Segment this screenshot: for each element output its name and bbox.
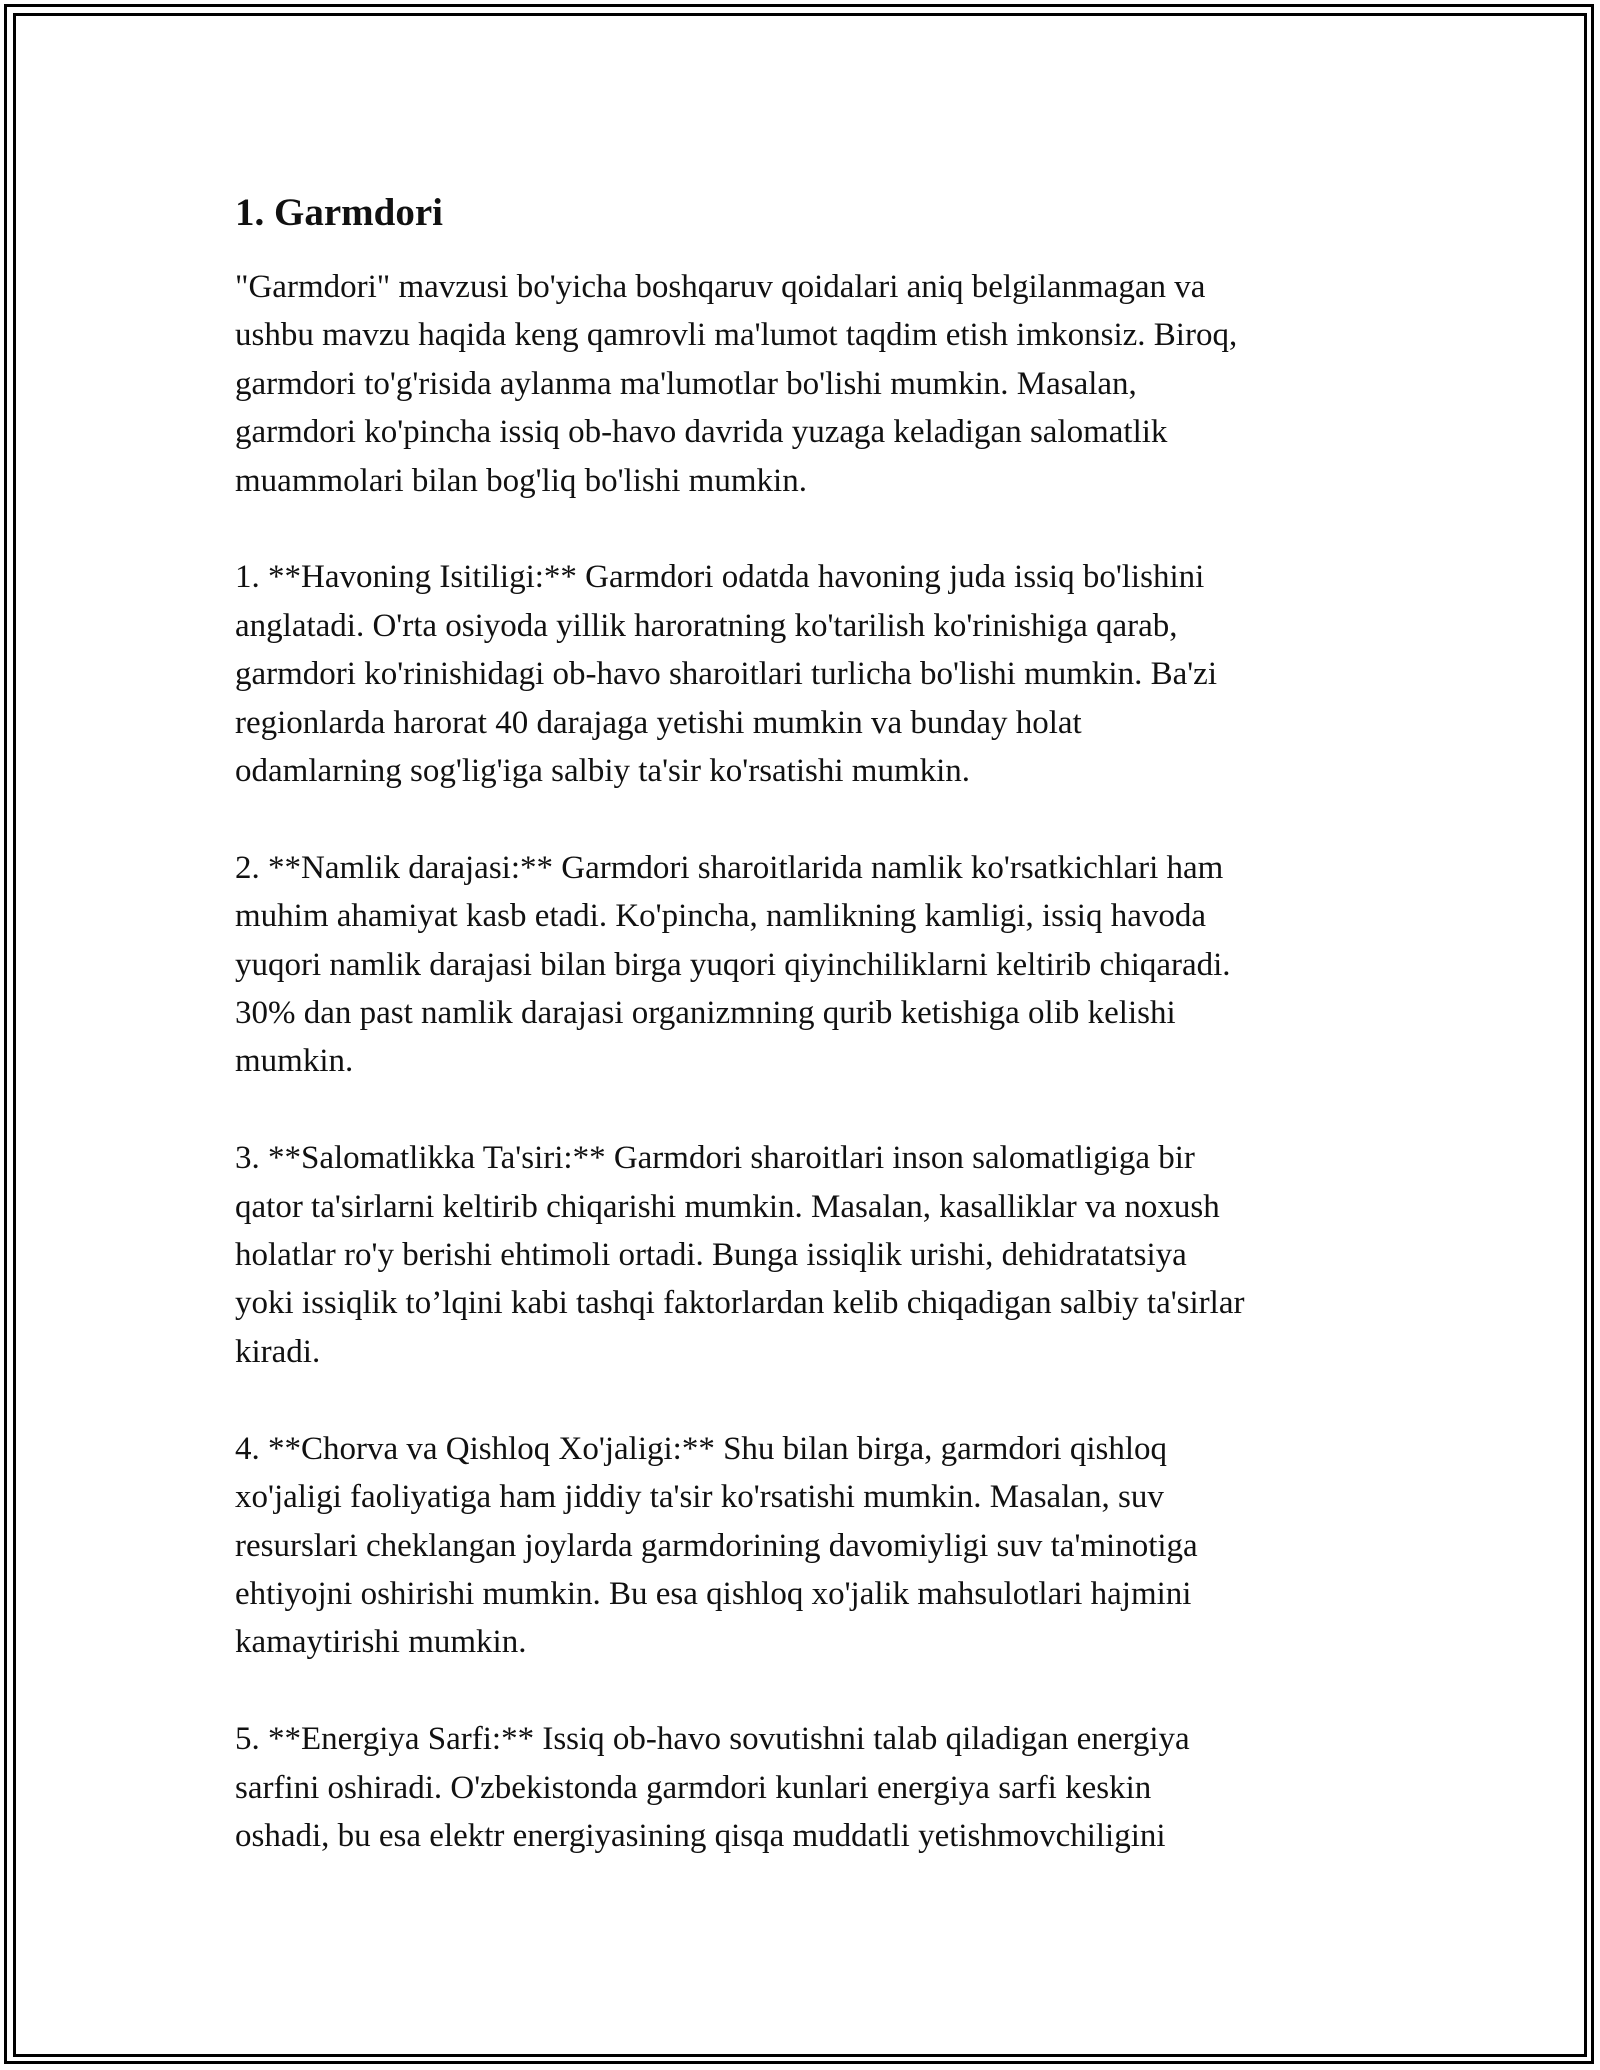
text-line: qator ta'sirlarni keltirib chiqarishi mumkin. Masalan, kasalliklar va noxush [235,1188,1220,1225]
text-line: xo'jaligi faoliyatiga ham jiddiy ta'sir ko'rsatishi mumkin. Masalan, suv [235,1479,1164,1516]
text-line: holatlar ro'y berishi ehtimoli ortadi. Bunga issiqlik urishi, dehidratatsiya [235,1237,1187,1274]
text-line: 2. **Namlik darajasi:** Garmdori sharoitlarida namlik ko'rsatkichlari ham [235,849,1224,886]
text-line: 1. **Havoning Isitiligi:** Garmdori odatda havoning juda issiq bo'lishini [235,559,1205,596]
text-line: garmdori ko'pincha issiq ob-havo davrida yuzaga keladigan salomatlik [235,414,1168,451]
text-line: 4. **Chorva va Qishloq Xo'jaligi:** Shu bilan birga, garmdori qishloq [235,1430,1168,1467]
list-item-paragraph [235,1425,1385,1667]
text-line: 30% dan past namlik darajasi organizmning qurib ketishiga olib kelishi [235,995,1176,1032]
text-line: sarfini oshiradi. O'zbekistonda garmdori kunlari energiya sarfi keskin [235,1769,1152,1806]
text-line: anglatadi. O'rta osiyoda yillik haroratning ko'tarilish ko'rinishiga qarab, [235,607,1178,644]
text-line: ehtiyojni oshirishi mumkin. Bu esa qishloq xo'jalik mahsulotlari hajmini [235,1575,1192,1612]
text-line: muammolari bilan bog'liq bo'lishi mumkin. [235,462,807,499]
text-line: oshadi, bu esa elektr energiyasining qisqa muddatli yetishmovchiligini [235,1817,1166,1854]
text-line: kamaytirishi mumkin. [235,1624,527,1661]
text-line: resurslari cheklangan joylarda garmdorining davomiyligi suv ta'minotiga [235,1527,1198,1564]
text-line: muhim ahamiyat kasb etadi. Ko'pincha, namlikning kamligi, issiq havoda [235,898,1207,935]
list-item-paragraph [235,1715,1385,1860]
text-line: yoki issiqlik to’lqini kabi tashqi faktorlardan kelib chiqadigan salbiy ta'sirlar [235,1285,1245,1322]
intro-paragraph [235,263,1385,505]
text-line: garmdori ko'rinishidagi ob-havo sharoitlari turlicha bo'lishi mumkin. Ba'zi [235,656,1217,693]
list-item-paragraph [235,1134,1385,1376]
text-line: mumkin. [235,1043,354,1080]
text-line: 3. **Salomatlikka Ta'siri:** Garmdori sharoitlari inson salomatligiga bir [235,1140,1195,1177]
text-line: yuqori namlik darajasi bilan birga yuqori qiyinchiliklarni keltirib chiqaradi. [235,946,1231,983]
text-line: odamlarning sog'lig'iga salbiy ta'sir ko'rsatishi mumkin. [235,753,971,790]
document-page [235,185,1385,1909]
section-heading: 1. Garmdori [235,191,443,234]
list-item-paragraph [235,553,1385,795]
text-line: "Garmdori" mavzusi bo'yicha boshqaruv qoidalari aniq belgilanmagan va [235,269,1206,305]
text-line: ushbu mavzu haqida keng qamrovli ma'lumot taqdim etish imkonsiz. Biroq, [235,317,1238,354]
text-line: 5. **Energiya Sarfi:** Issiq ob-havo sovutishni talab qiladigan energiya [235,1721,1190,1758]
text-line: regionlarda harorat 40 darajaga yetishi mumkin va bunday holat [235,704,1082,741]
text-line: garmdori to'g'risida aylanma ma'lumotlar bo'lishi mumkin. Masalan, [235,365,1137,402]
list-item-paragraph [235,844,1385,1086]
text-line: kiradi. [235,1333,321,1370]
